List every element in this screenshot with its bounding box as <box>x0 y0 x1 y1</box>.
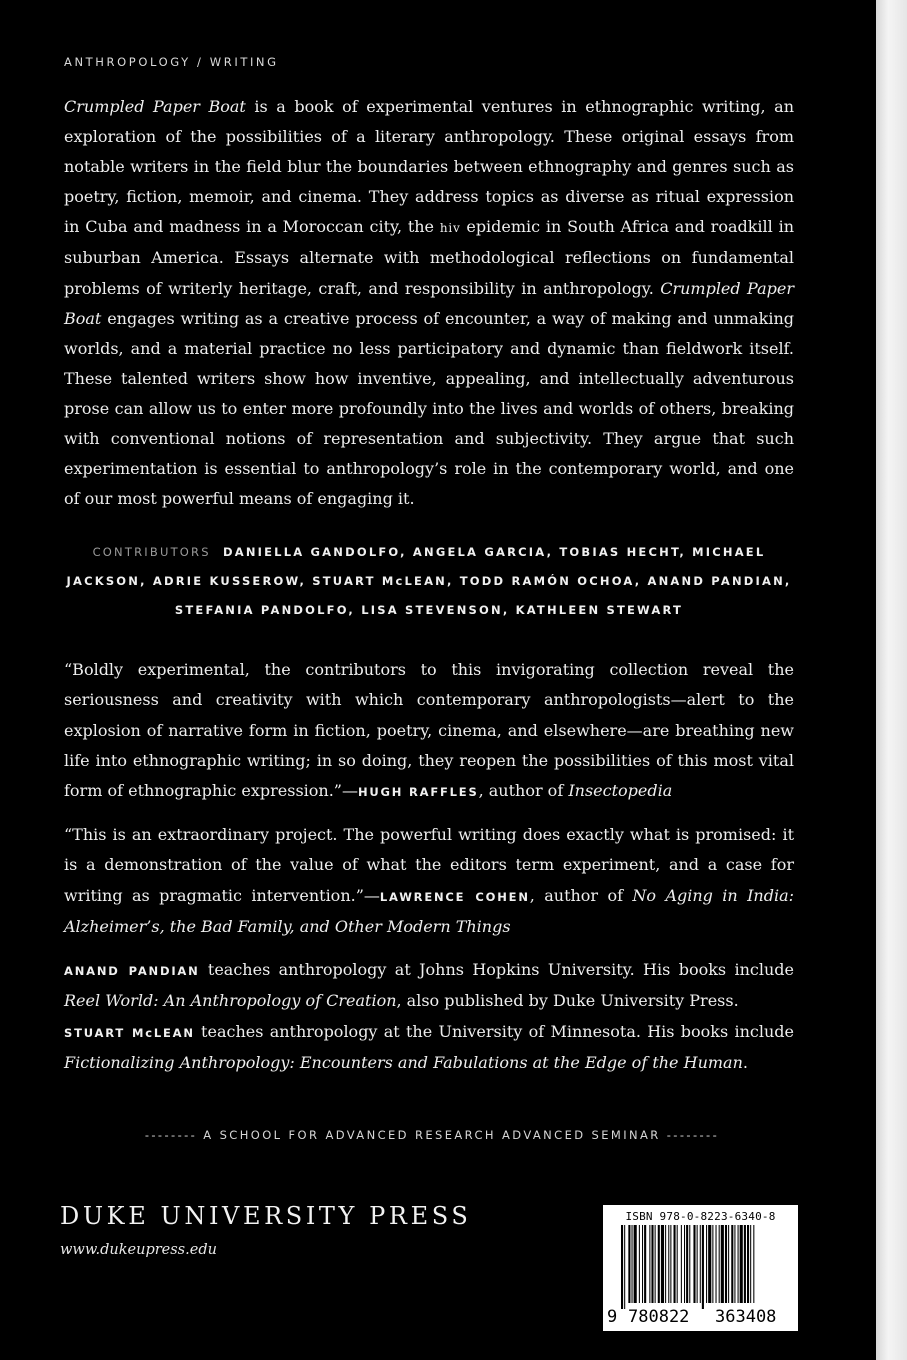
blurb-book-title: No Aging in India: Alzheimer’s, the Bad Family, and Other Modern Things <box>64 885 795 936</box>
blurb-book-title: Insectopedia <box>568 781 673 801</box>
barcode-bar <box>747 1225 749 1303</box>
blurb-cohen <box>64 820 794 942</box>
description-text: is a book of experimental ventures in ethnographic writing, an exploration of the possibilities of a literary anthropology. These original essays from notable writers in the field blur the boundaries between ethnography and genres such as poetry, fiction, memoir, and cinema. They address topics as diverse as ritual expression in Cuba and madness in a Moroccan city, the <box>64 97 794 237</box>
barcode-bar <box>721 1225 724 1303</box>
book-title: Crumpled Paper Boat <box>64 97 246 116</box>
barcode-bar <box>658 1225 660 1303</box>
blurb-author-suffix: , author of <box>529 885 633 905</box>
barcode-bar <box>731 1225 733 1303</box>
barcode-bar <box>708 1225 711 1303</box>
barcode-bar <box>706 1225 707 1303</box>
barcode-bar <box>665 1225 666 1303</box>
barcode-bar <box>689 1225 690 1303</box>
barcode-bar <box>632 1225 633 1303</box>
publisher-website[interactable]: www.dukeupress.edu <box>60 1242 217 1258</box>
bio-text: teaches anthropology at the University of Minnesota. His books include <box>194 1021 794 1041</box>
contributors-label: CONTRIBUTORS <box>92 545 211 559</box>
barcode-bar <box>677 1225 678 1303</box>
barcode-bar <box>681 1225 682 1303</box>
barcode-bar <box>728 1225 729 1303</box>
blurb-text: “Boldly experimental, the contributors to this invigorating collection reveal the seriousness and creativity with which contemporary anthropologists—alert to the explosion of narrative form in fiction, poetry, cinema, and elsewhere—are breathing new life into ethnographic writing; in so doing, they reopen the possibilities of this most vital form of ethnographic expression.”— <box>64 660 794 801</box>
blurb-author-suffix: , author of <box>478 781 569 801</box>
barcode-bar <box>693 1225 695 1303</box>
barcode-bar <box>753 1225 754 1303</box>
contributors-list <box>64 538 794 625</box>
editor-bios <box>64 955 794 1078</box>
barcode-bar <box>649 1225 650 1303</box>
barcode-bar <box>712 1225 713 1303</box>
hiv-smallcaps: hiv <box>439 221 461 236</box>
barcode-icon <box>603 1225 798 1309</box>
barcode-bar <box>716 1225 717 1303</box>
barcode-bar <box>668 1225 669 1303</box>
barcode-bar <box>621 1225 623 1309</box>
barcode-bar <box>744 1225 746 1303</box>
editor-name: ANAND PANDIAN <box>64 964 200 978</box>
barcode-bar <box>719 1225 720 1303</box>
barcode-bar <box>697 1225 698 1303</box>
book-description <box>64 92 794 514</box>
barcode-bar <box>702 1225 704 1309</box>
barcode-bar <box>661 1225 664 1303</box>
barcode-digits-right: 363408 <box>715 1307 777 1327</box>
barcode-bar <box>725 1225 727 1303</box>
bio-text: . <box>742 1052 748 1072</box>
blurb-author: HUGH RAFFLES <box>357 785 479 800</box>
barcode-bar <box>642 1225 643 1303</box>
barcode-bar <box>655 1225 656 1303</box>
blurb-raffles <box>64 655 794 807</box>
description-text: engages writing as a creative process of encounter, a way of making and unmaking worlds, and a material practice no less participatory and dynamic than fieldwork itself. These talented writers show how inventive, appealing, and intellectually adventurous prose can allow us to enter more profoundly into the lives and worlds of others, breaking with conventional notions of representation and subjectivity. They argue that such experimentation is essential to anthropology’s role in the contemporary world, and one of our most powerful means of engaging it. <box>64 308 794 509</box>
blurb-author: LAWRENCE COHEN <box>379 889 530 904</box>
editor-name: STUART McLEAN <box>64 1025 195 1040</box>
barcode-bar <box>700 1225 701 1303</box>
barcode-bar <box>670 1225 671 1303</box>
barcode-bar <box>686 1225 688 1303</box>
bio-book-title: Reel World: An Anthropology of Creation <box>64 991 397 1011</box>
barcode-bar <box>674 1225 676 1303</box>
bio-book-title: Fictionalizing Anthropology: Encounters and Fabulations at the Edge of the Human <box>64 1052 743 1072</box>
barcode-bar <box>651 1225 653 1303</box>
barcode-bar <box>639 1225 640 1303</box>
book-spine-edge <box>876 0 907 1360</box>
isbn-text: ISBN 978-0-8223-6340-8 <box>625 1210 776 1223</box>
barcode-bar <box>750 1225 751 1303</box>
barcode-bar <box>740 1225 743 1303</box>
barcode-digits-left: 780822 <box>628 1307 690 1327</box>
barcode-bar <box>628 1225 630 1303</box>
category-label: ANTHROPOLOGY / WRITING <box>64 55 279 69</box>
barcode-label <box>603 1205 798 1331</box>
contributors-names: DANIELLA GANDOLFO, ANGELA GARCIA, TOBIAS HECHT, MICHAEL JACKSON, ADRIE KUSSEROW, STUART McLEAN, TODD RAMÓN OCHOA, ANAND PANDIAN, STEFANIA PANDOLFO, LISA STEVENSON, KATHLEEN STEWART <box>66 545 792 617</box>
barcode-bar <box>634 1225 637 1303</box>
barcode-bar <box>624 1225 625 1309</box>
barcode-bar <box>644 1225 646 1303</box>
barcode-bar <box>684 1225 685 1303</box>
bio-text: teaches anthropology at Johns Hopkins University. His books include <box>199 960 794 979</box>
seminar-line: -------- A SCHOOL FOR ADVANCED RESEARCH ADVANCED SEMINAR -------- <box>144 1128 720 1142</box>
book-title: Crumpled Paper Boat <box>64 278 794 328</box>
barcode-digit-first: 9 <box>607 1307 618 1327</box>
barcode-bar <box>734 1225 735 1303</box>
description-text: epidemic in South Africa and roadkill in suburban America. Essays alternate with methodological reflections on fundamental problems of writerly heritage, craft, and responsibility in anthropology. <box>64 217 794 298</box>
publisher-name: DUKE UNIVERSITY PRESS <box>60 1202 472 1230</box>
bio-text: , also published by Duke University Press. <box>396 991 739 1011</box>
blurb-text: “This is an extraordinary project. The powerful writing does exactly what is promised: it is a demonstration of the value of what the editors term experiment, and a case for writing as pragmatic intervention.”— <box>64 825 794 905</box>
barcode-bar <box>738 1225 739 1303</box>
